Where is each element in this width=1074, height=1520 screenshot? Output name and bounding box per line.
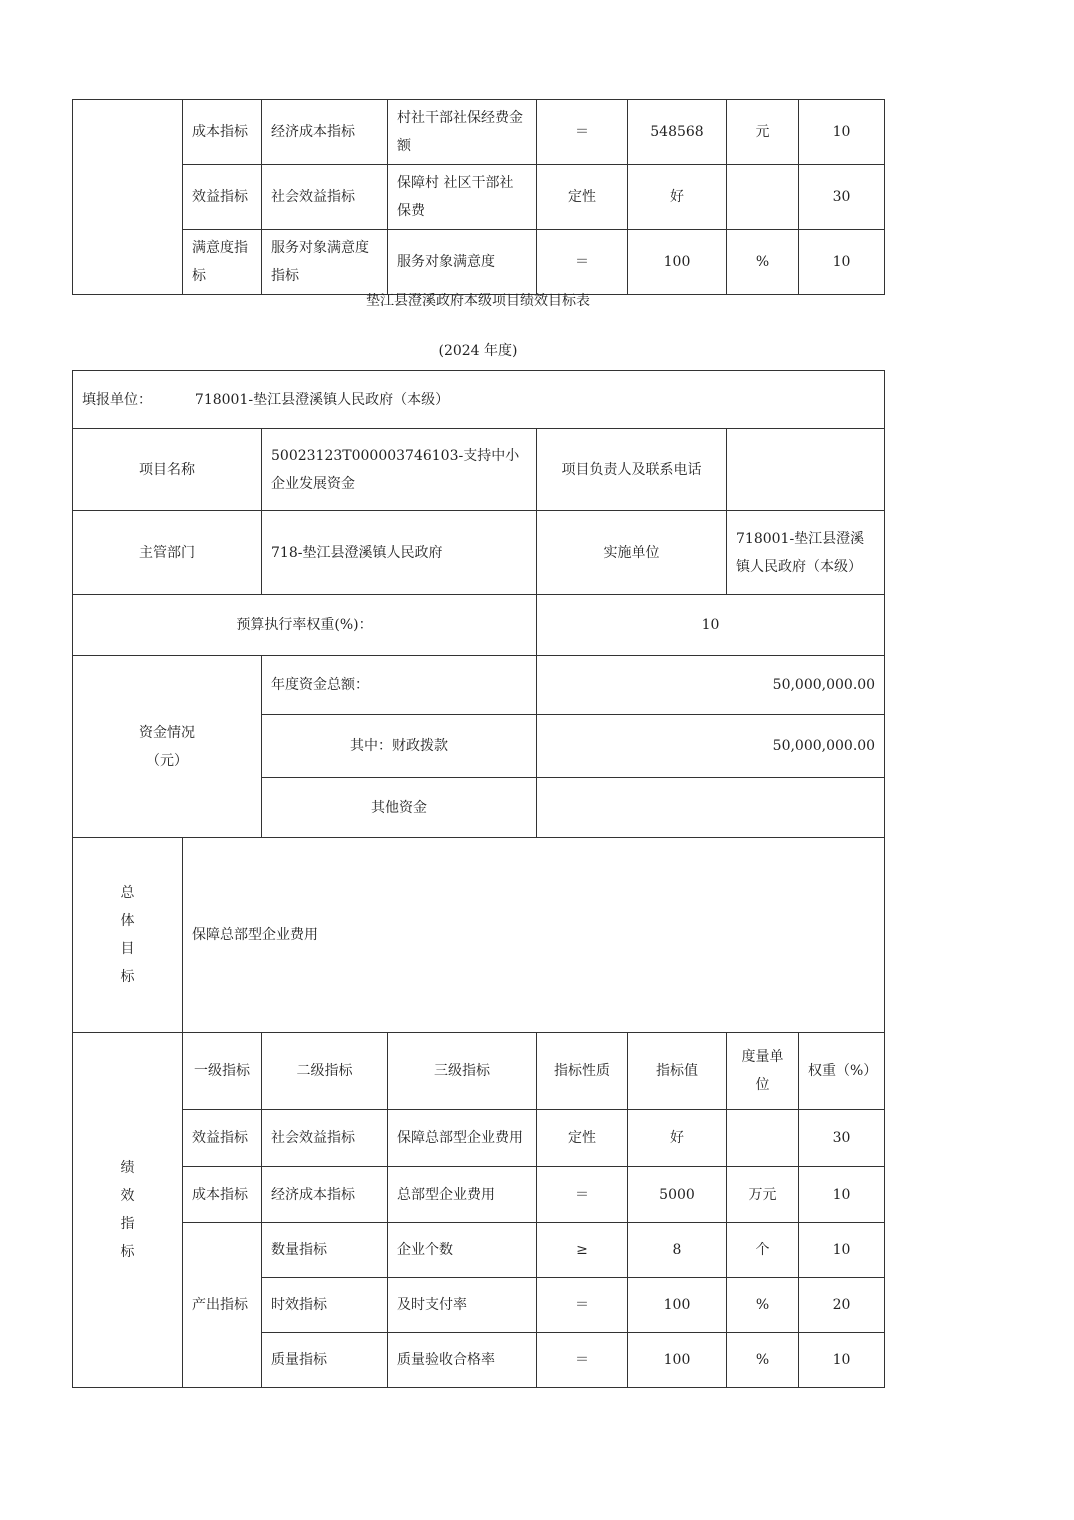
unit-cell: 万元 xyxy=(727,1167,799,1223)
header-nature: 指标性质 xyxy=(537,1033,628,1110)
overall-goal-value: 保障总部型企业费用 xyxy=(183,838,885,1033)
header-unit: 度量单位 xyxy=(727,1033,799,1110)
funds-label: 资金情况 xyxy=(139,724,195,741)
reporting-unit-label: 填报单位： xyxy=(82,391,152,408)
table-row xyxy=(73,230,885,295)
unit-cell xyxy=(727,165,799,230)
fiscal-funds-label: 其中：财政拨款 xyxy=(262,715,537,778)
lvl2-cell: 数量指标 xyxy=(262,1223,388,1278)
lvl2-cell: 经济成本指标 xyxy=(262,100,388,165)
weight-cell: 10 xyxy=(799,1333,885,1388)
header-lvl3: 三级指标 xyxy=(388,1033,537,1110)
implementing-unit-label: 实施单位 xyxy=(537,511,727,595)
unit-cell: % xyxy=(727,1333,799,1388)
overall-goal-label: 总体目标 xyxy=(120,885,135,985)
lvl1-cell: 效益指标 xyxy=(183,1110,262,1167)
project-name-value: 50023123T000003746103-支持中小企业发展资金 xyxy=(262,429,537,511)
table-row xyxy=(73,165,885,230)
unit-cell: 元 xyxy=(727,100,799,165)
annual-total-label: 年度资金总额： xyxy=(262,656,537,715)
weight-cell: 30 xyxy=(799,1110,885,1167)
value-cell: 5000 xyxy=(628,1167,727,1223)
unit-cell: % xyxy=(727,1278,799,1333)
value-cell: 100 xyxy=(628,1278,727,1333)
lvl1-cell: 效益指标 xyxy=(183,165,262,230)
weight-cell: 10 xyxy=(799,100,885,165)
funds-row xyxy=(73,656,885,715)
header-lvl1: 一级指标 xyxy=(183,1033,262,1110)
empty-cell xyxy=(73,100,183,295)
lvl1-cell: 成本指标 xyxy=(183,1167,262,1223)
header-weight: 权重（%） xyxy=(799,1033,885,1110)
table-row xyxy=(73,1110,885,1167)
lvl2-cell: 质量指标 xyxy=(262,1333,388,1388)
performance-target-table xyxy=(72,370,885,1388)
value-cell: 548568 xyxy=(628,100,727,165)
reporting-unit-row xyxy=(73,371,885,429)
fiscal-funds-value: 50,000,000.00 xyxy=(537,715,885,778)
header-lvl2: 二级指标 xyxy=(262,1033,388,1110)
weight-cell: 20 xyxy=(799,1278,885,1333)
nature-cell: 定性 xyxy=(537,165,628,230)
lvl3-cell: 保障总部型企业费用 xyxy=(388,1110,537,1167)
top-indicator-table xyxy=(72,99,885,295)
nature-cell: ＝ xyxy=(537,1333,628,1388)
department-label: 主管部门 xyxy=(73,511,262,595)
lvl2-cell: 时效指标 xyxy=(262,1278,388,1333)
other-funds-value xyxy=(537,778,885,838)
implementing-unit-value: 718001-垫江县澄溪镇人民政府（本级） xyxy=(727,511,885,595)
table-row xyxy=(73,100,885,165)
department-row xyxy=(73,511,885,595)
value-cell: 100 xyxy=(628,230,727,295)
header-value: 指标值 xyxy=(628,1033,727,1110)
value-cell: 好 xyxy=(628,165,727,230)
unit-cell: % xyxy=(727,230,799,295)
weight-cell: 10 xyxy=(799,230,885,295)
value-cell: 100 xyxy=(628,1333,727,1388)
lvl2-cell: 服务对象满意度指标 xyxy=(262,230,388,295)
value-cell: 好 xyxy=(628,1110,727,1167)
lvl1-cell: 产出指标 xyxy=(183,1223,262,1388)
value-cell: 8 xyxy=(628,1223,727,1278)
weight-cell: 30 xyxy=(799,165,885,230)
lvl3-cell: 保障村 社区干部社保费 xyxy=(388,165,537,230)
department-value: 718-垫江县澄溪镇人民政府 xyxy=(262,511,537,595)
nature-cell: ＝ xyxy=(537,1167,628,1223)
performance-indicators-label: 绩效指标 xyxy=(120,1160,135,1260)
funds-unit: （元） xyxy=(146,752,188,769)
lvl2-cell: 社会效益指标 xyxy=(262,165,388,230)
weight-cell: 10 xyxy=(799,1223,885,1278)
lvl1-cell: 成本指标 xyxy=(183,100,262,165)
document-title: 垫江县澄溪政府本级项目绩效目标表 xyxy=(366,293,590,309)
other-funds-label: 其他资金 xyxy=(262,778,537,838)
lvl3-cell: 服务对象满意度 xyxy=(388,230,537,295)
lvl2-cell: 经济成本指标 xyxy=(262,1167,388,1223)
table-row xyxy=(73,1167,885,1223)
nature-cell: ＝ xyxy=(537,100,628,165)
nature-cell: 定性 xyxy=(537,1110,628,1167)
funds-label-cell xyxy=(73,656,262,838)
unit-cell: 个 xyxy=(727,1223,799,1278)
lvl1-cell: 满意度指标 xyxy=(183,230,262,295)
annual-total-value: 50,000,000.00 xyxy=(537,656,885,715)
lvl3-cell: 总部型企业费用 xyxy=(388,1167,537,1223)
nature-cell: ≥ xyxy=(537,1223,628,1278)
budget-weight-row xyxy=(73,595,885,656)
weight-cell: 10 xyxy=(799,1167,885,1223)
contact-value xyxy=(727,429,885,511)
contact-label: 项目负责人及联系电话 xyxy=(537,429,727,511)
budget-weight-label: 预算执行率权重(%)： xyxy=(73,595,537,656)
budget-weight-value: 10 xyxy=(537,595,885,656)
document-year: (2024 年度) xyxy=(438,343,518,359)
lvl2-cell: 社会效益指标 xyxy=(262,1110,388,1167)
lvl3-cell: 及时支付率 xyxy=(388,1278,537,1333)
lvl3-cell: 质量验收合格率 xyxy=(388,1333,537,1388)
indicator-header-row xyxy=(73,1033,885,1110)
nature-cell: ＝ xyxy=(537,230,628,295)
unit-cell xyxy=(727,1110,799,1167)
lvl3-cell: 村社干部社保经费金额 xyxy=(388,100,537,165)
overall-goal-row xyxy=(73,838,885,1033)
project-name-label: 项目名称 xyxy=(73,429,262,511)
project-name-row xyxy=(73,429,885,511)
lvl3-cell: 企业个数 xyxy=(388,1223,537,1278)
nature-cell: ＝ xyxy=(537,1278,628,1333)
reporting-unit-value: 718001-垫江县澄溪镇人民政府（本级） xyxy=(194,391,450,408)
table-row xyxy=(73,1223,885,1278)
